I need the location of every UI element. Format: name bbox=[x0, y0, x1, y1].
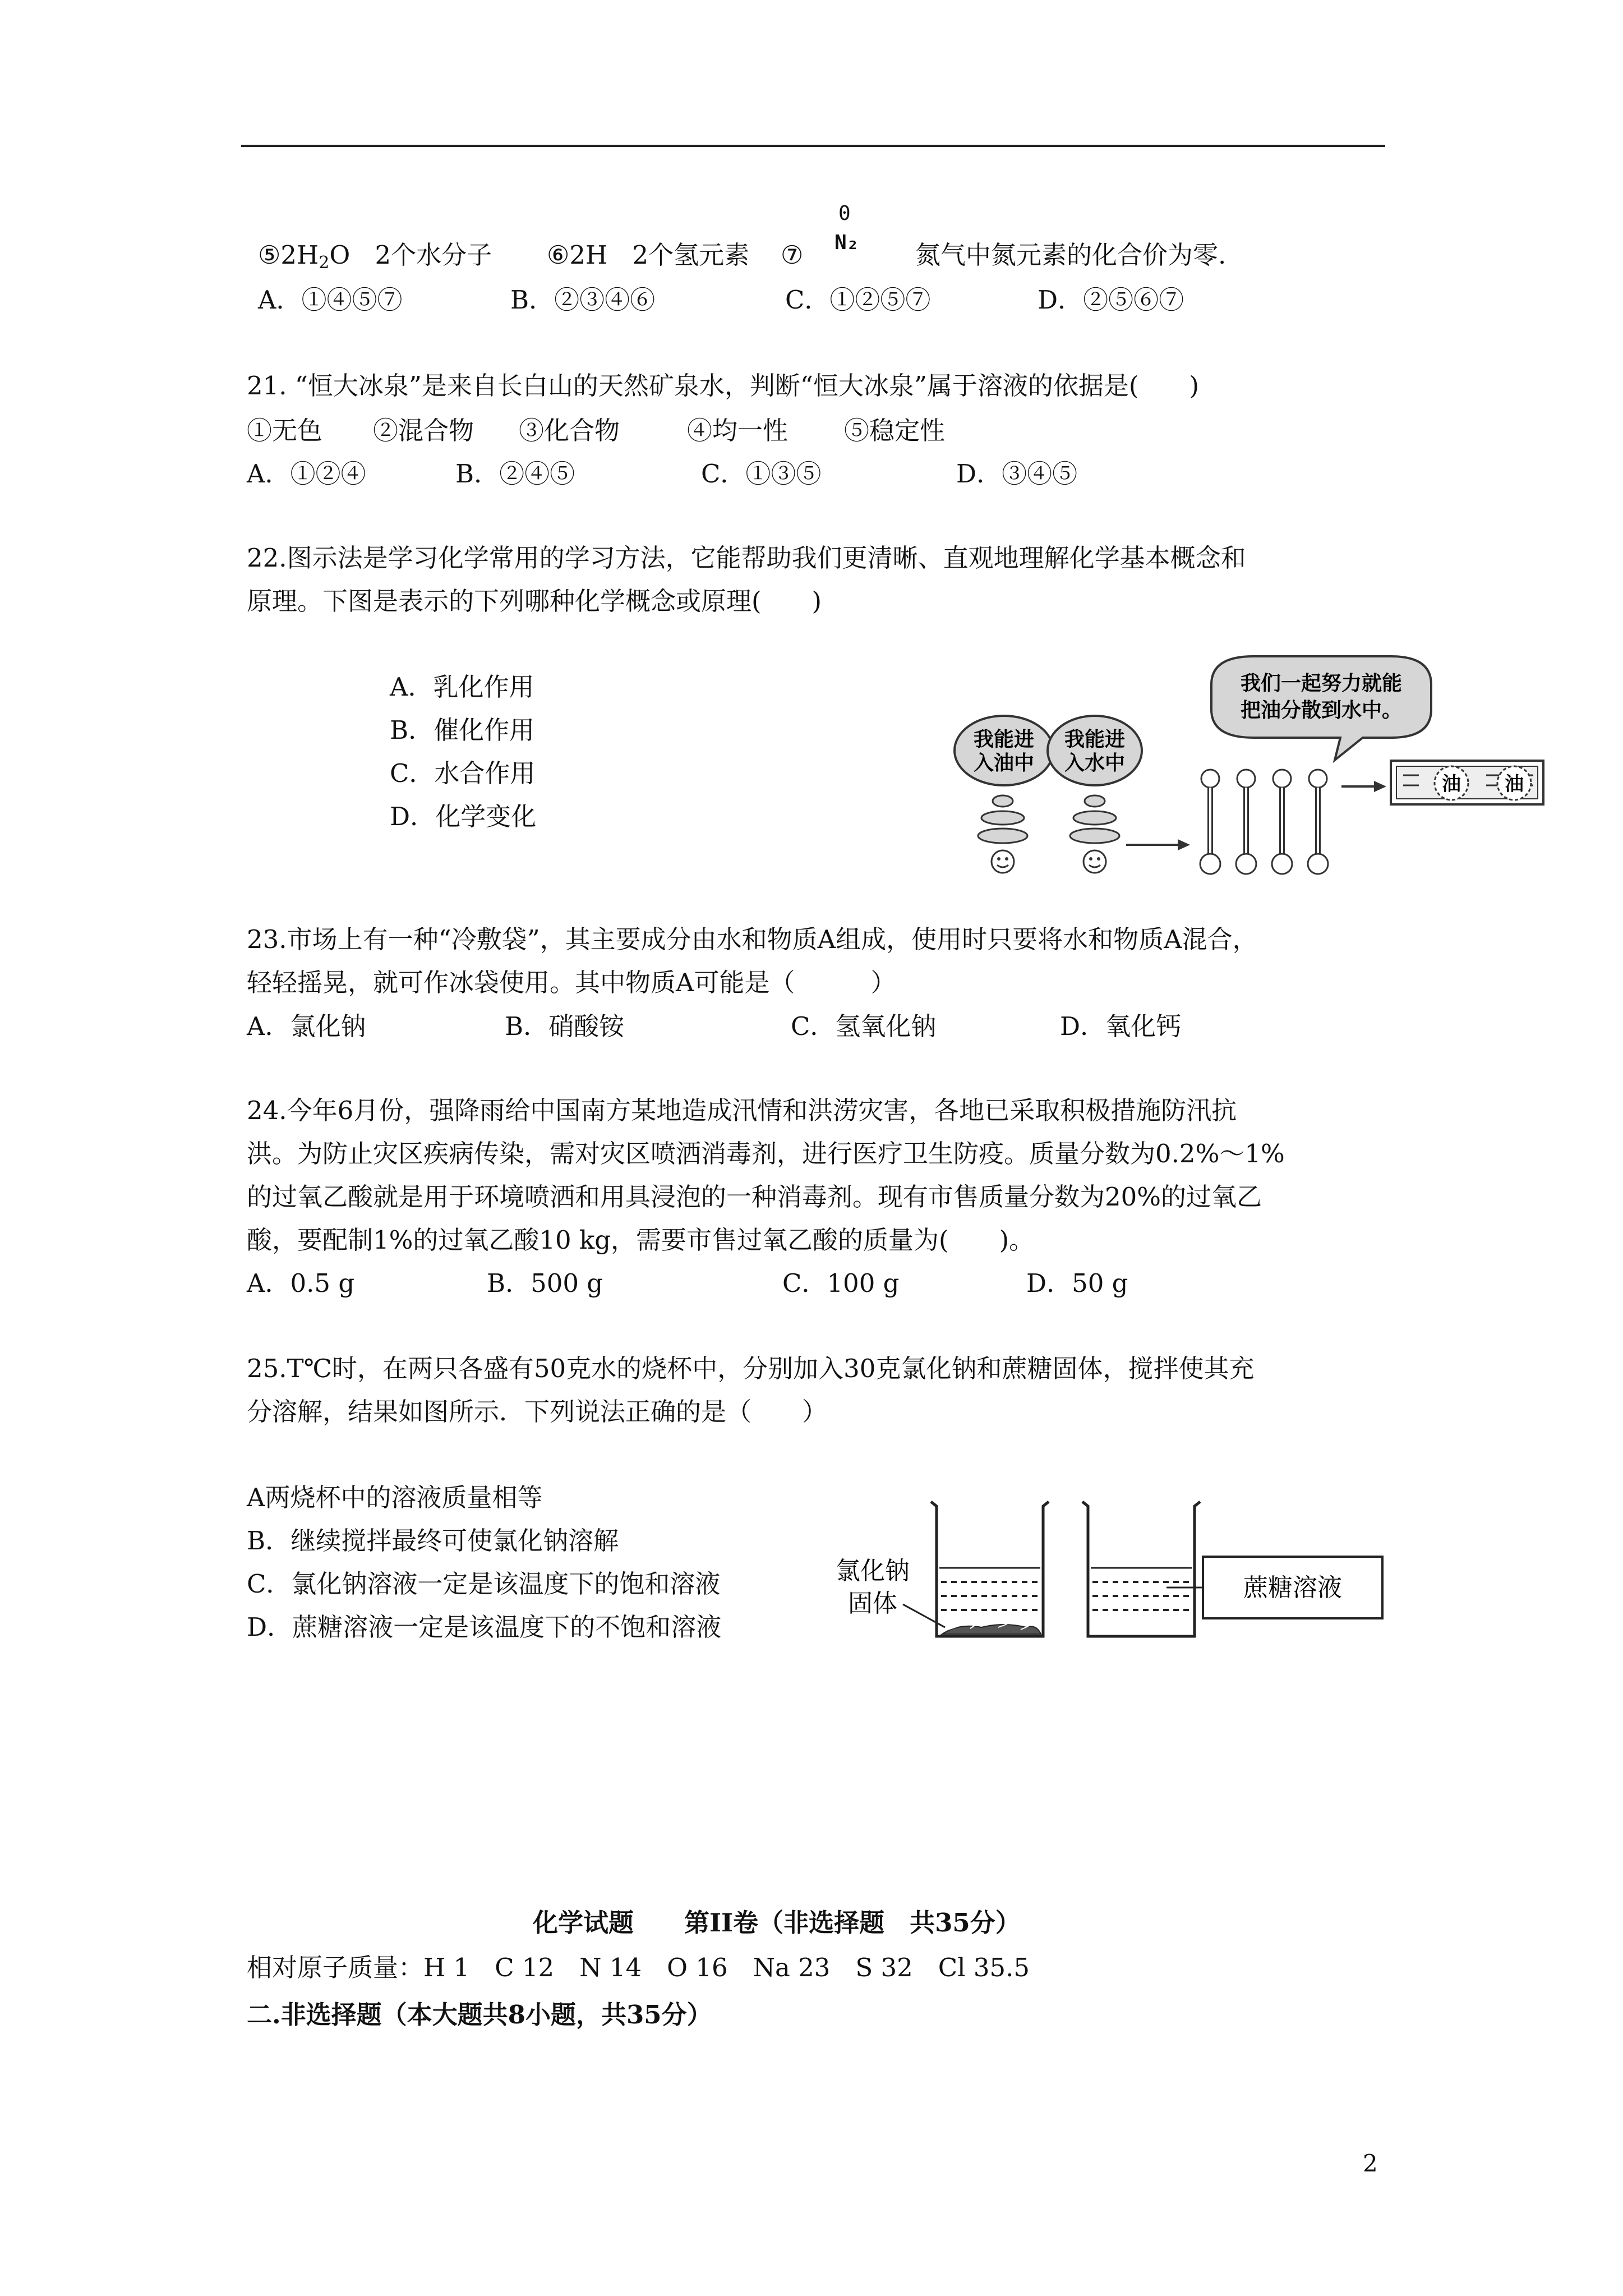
pointer-line bbox=[903, 1604, 945, 1627]
q20-item5 bbox=[258, 238, 492, 280]
q21-option-a: A．①②④ bbox=[247, 459, 366, 489]
q21-option-b: B．②④⑤ bbox=[455, 459, 575, 489]
q21-item-3: ③化合物 bbox=[519, 416, 620, 445]
q24-line3: 的过氧乙酸就是用于环境喷洒和用具浸泡的一种消毒剂。现有市售质量分数为20%的过氧乙 bbox=[247, 1182, 1262, 1212]
q23-option-a: A．氯化钠 bbox=[247, 1011, 366, 1041]
q25-option-b: B．继续搅拌最终可使氯化钠溶解 bbox=[247, 1526, 619, 1556]
speech-bubble-water bbox=[1048, 716, 1142, 785]
q20-item5-formula: $⑤2H_2O$ bbox=[258, 240, 351, 273]
q20-option-b: B．②③④⑥ bbox=[510, 285, 656, 315]
q23-option-b: B．硝酸铵 bbox=[505, 1011, 625, 1041]
page-number: 2 bbox=[1363, 2150, 1378, 2177]
q20-item7-marker: ⑦ bbox=[781, 240, 804, 270]
q24-line1: 24.今年6月份，强降雨给中国南方某地造成汛情和洪涝灾害，各地已采取积极措施防汛抗 bbox=[247, 1096, 1237, 1125]
q20-item5-desc: 2个水分子 bbox=[375, 240, 492, 270]
q21-stem: 21. “恒大冰泉”是来自长白山的天然矿泉水，判断“恒大冰泉”属于溶液的依据是( ) bbox=[247, 371, 1200, 401]
emulsifier-molecule bbox=[1200, 770, 1220, 874]
oil-droplet-label: 油 bbox=[1505, 773, 1524, 795]
q21-option-d: D．③④⑤ bbox=[956, 459, 1078, 489]
q21-item-5: ⑤稳定性 bbox=[844, 416, 946, 445]
q20-item6 bbox=[547, 238, 749, 272]
q24-line4: 酸，要配制1%的过氧乙酸10 kg，需要市售过氧乙酸的质量为( )。 bbox=[247, 1225, 1035, 1255]
oil-droplet bbox=[1435, 766, 1468, 800]
bubble-oil-line1: 我能进 bbox=[973, 728, 1035, 751]
sucrose-label-box bbox=[1203, 1557, 1382, 1618]
header-rule bbox=[241, 145, 1385, 147]
emulsion-container bbox=[1391, 761, 1543, 804]
nacl-label-line1: 氯化钠 bbox=[836, 1557, 910, 1585]
q25-option-a: A两烧杯中的溶液质量相等 bbox=[247, 1483, 543, 1512]
smiley-face-water bbox=[1083, 850, 1106, 873]
part2-title: 化学试题 第II卷（非选择题 共35分） bbox=[533, 1908, 1021, 1938]
q22-option-b: B．催化作用 bbox=[390, 715, 535, 745]
emulsifier-molecule bbox=[1236, 770, 1256, 874]
oil-droplet-label: 油 bbox=[1442, 773, 1461, 795]
bubble-together-line2: 把油分散到水中。 bbox=[1240, 699, 1403, 722]
q25-stem-line1: 25.T℃时，在两只各盛有50克水的烧杯中，分别加入30克氯化钠和蔗糖固体，搅拌使其充 bbox=[247, 1354, 1255, 1383]
q23-option-d: D．氧化钙 bbox=[1060, 1011, 1182, 1041]
arrow-right-icon bbox=[1126, 839, 1190, 850]
q24-option-a: A．0.5 g bbox=[247, 1268, 355, 1298]
q20-n2-symbol: N₂ bbox=[834, 231, 859, 254]
q25-option-d: D．蔗糖溶液一定是该温度下的不饱和溶液 bbox=[247, 1612, 722, 1642]
speech-bubble-oil bbox=[955, 716, 1053, 785]
q20-item6-formula: ⑥2H bbox=[547, 240, 608, 270]
beaker-sucrose bbox=[1082, 1502, 1200, 1636]
q20-valence-zero: 0 bbox=[838, 202, 851, 225]
q24-option-b: B．500 g bbox=[487, 1268, 603, 1298]
q22-option-d: D．化学变化 bbox=[390, 802, 537, 831]
q22-stem-line1: 22.图示法是学习化学常用的学习方法，它能帮助我们更清晰、直观地理解化学基本概念和 bbox=[247, 543, 1246, 573]
q23-option-c: C．氢氧化钠 bbox=[791, 1011, 937, 1041]
q24-option-c: C．100 g bbox=[782, 1268, 900, 1298]
nacl-label-line2: 固体 bbox=[848, 1589, 897, 1618]
arrow-right-icon bbox=[1341, 781, 1386, 792]
q22-emulsion-figure bbox=[948, 651, 1548, 886]
q21-option-c: C．①③⑤ bbox=[701, 459, 822, 489]
q21-item-4: ④均一性 bbox=[687, 416, 789, 445]
sucrose-label: 蔗糖溶液 bbox=[1243, 1573, 1342, 1602]
emulsifier-molecule bbox=[1308, 770, 1328, 874]
q25-stem-line2: 分溶解，结果如图所示．下列说法正确的是（ ） bbox=[247, 1397, 828, 1427]
smiley-face-oil bbox=[992, 850, 1014, 873]
q24-line2: 洪。为防止灾区疾病传染，需对灾区喷洒消毒剂，进行医疗卫生防疫。质量分数为0.2%～1% bbox=[247, 1139, 1285, 1168]
beaker-nacl bbox=[931, 1502, 1049, 1636]
q23-stem-line2: 轻轻摇晃，就可作冰袋使用。其中物质A可能是（ ） bbox=[247, 968, 896, 997]
q21-item-2: ②混合物 bbox=[373, 416, 474, 445]
q22-option-a: A．乳化作用 bbox=[390, 672, 534, 702]
q20-item6-desc: 2个氢元素 bbox=[632, 240, 750, 270]
bubble-oil-trail bbox=[978, 795, 1027, 843]
q20-option-a: A．①④⑤⑦ bbox=[258, 285, 403, 315]
q25-option-c: C．氯化钠溶液一定是该温度下的饱和溶液 bbox=[247, 1569, 721, 1599]
emulsifier-molecules bbox=[1200, 770, 1328, 874]
atomic-mass-line: 相对原子质量：H 1 C 12 N 14 O 16 Na 23 S 32 Cl 35.5 bbox=[247, 1953, 1030, 1982]
q22-option-c: C．水合作用 bbox=[390, 758, 536, 788]
oil-droplet bbox=[1497, 766, 1531, 800]
section-heading: 二.非选择题（本大题共8小题，共35分） bbox=[247, 2000, 712, 2030]
q25-beakers-figure bbox=[830, 1489, 1396, 1646]
bubble-oil-line2: 入油中 bbox=[973, 752, 1035, 775]
q24-option-d: D．50 g bbox=[1026, 1268, 1128, 1298]
q20-option-d: D．②⑤⑥⑦ bbox=[1038, 285, 1184, 315]
bubble-water-line2: 入水中 bbox=[1064, 752, 1126, 775]
emulsifier-molecule bbox=[1272, 770, 1292, 874]
q22-stem-line2: 原理。下图是表示的下列哪种化学概念或原理( ) bbox=[247, 586, 822, 616]
q21-item-1: ①无色 bbox=[247, 416, 323, 445]
q20-option-c: C．①②⑤⑦ bbox=[785, 285, 931, 315]
speech-bubble-together bbox=[1211, 656, 1431, 760]
bubble-water-trail bbox=[1070, 795, 1119, 843]
q23-stem-line1: 23.市场上有一种“冷敷袋”，其主要成分由水和物质A组成，使用时只要将水和物质A混合， bbox=[247, 924, 1258, 954]
bubble-water-line1: 我能进 bbox=[1064, 728, 1126, 751]
q20-item7-desc: 氮气中氮元素的化合价为零. bbox=[915, 240, 1227, 270]
bubble-together-line1: 我们一起努力就能 bbox=[1240, 672, 1403, 695]
